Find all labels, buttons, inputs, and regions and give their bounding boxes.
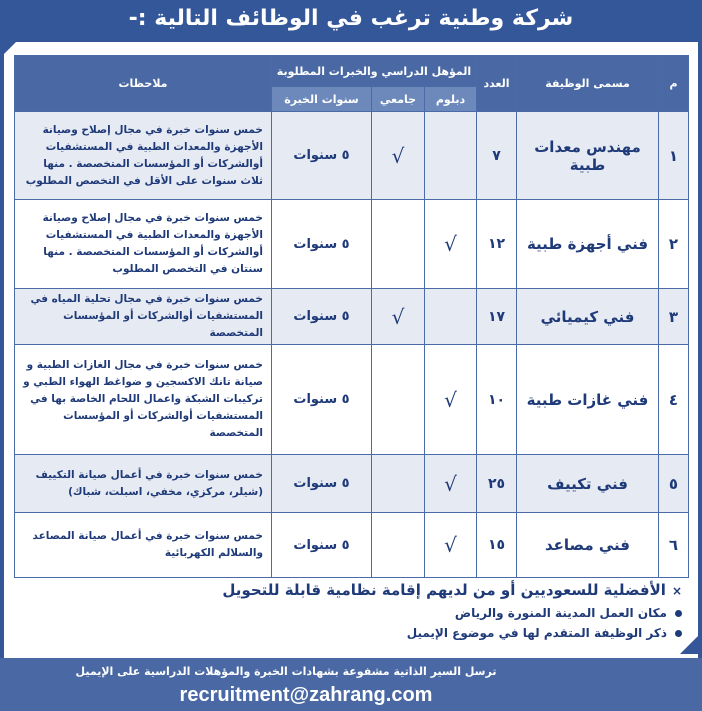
- row-notes: خمس سنوات خبرة في مجال الغازات الطبية و صيانة تانك الاكسجين و ضواغط الهواء الطبي و تركيبات الشبكة واعمال اللحام الخاصة بها في المستشفيات أوالشركات أو المؤسسات المتخصصة: [15, 345, 272, 455]
- right-border: [698, 0, 702, 711]
- footer-instruction: ترسل السير الذاتية مشفوعة بشهادات الخبرة والمؤهلات الدراسية على الإيميل: [75, 665, 497, 678]
- header-university: جامعي: [372, 87, 425, 112]
- preference-note-text: الأفضلية للسعوديين أو من لديهم إقامة نظامية قابلة للتحويل: [222, 581, 666, 599]
- bullet-icon: [675, 610, 682, 617]
- row-notes: خمس سنوات خبرة في أعمال صيانة التكييف (شيلر، مركزي، مخفي، اسبلت، شباك): [15, 455, 272, 513]
- row-diploma-check: [425, 112, 477, 200]
- row-job-title: فني مصاعد: [517, 513, 659, 578]
- row-index: ١: [659, 112, 689, 200]
- row-years: ٥ سنوات: [272, 345, 372, 455]
- row-job-title: مهندس معدات طبية: [517, 112, 659, 200]
- row-count: ٢٥: [477, 455, 517, 513]
- note-item-text: مكان العمل المدينة المنورة والرياض: [454, 606, 667, 620]
- row-job-title: فني كيميائي: [517, 289, 659, 345]
- conditions-notes: [82, 578, 682, 643]
- row-years: ٥ سنوات: [272, 513, 372, 578]
- row-notes: خمس سنوات خبرة في مجال إصلاح وصيانة الأجهزة والمعدات الطبية في المستشفيات أوالشركات أو المؤسسات المتخصصة . منها ثلاث سنوات على الأقل في التخصص المطلوب: [15, 112, 272, 200]
- row-index: ٤: [659, 345, 689, 455]
- row-notes: خمس سنوات خبرة في مجال تحلية المياه في المستشفيات أوالشركات أو المؤسسات المتخصصة: [15, 289, 272, 345]
- row-university-check: √: [372, 112, 425, 200]
- row-notes: خمس سنوات خبرة في مجال إصلاح وصيانة الأجهزة والمعدات الطبية في المستشفيات أوالشركات أو المؤسسات المتخصصة . منها سنتان في التخصص المطلوب: [15, 200, 272, 289]
- corner-decoration-bottom-right: [680, 632, 702, 654]
- row-years: ٥ سنوات: [272, 289, 372, 345]
- bullet-icon: [675, 630, 682, 637]
- row-job-title: فني أجهزة طبية: [517, 200, 659, 289]
- row-count: ١٢: [477, 200, 517, 289]
- header-index: م: [659, 56, 689, 112]
- header-notes: ملاحظات: [15, 56, 272, 112]
- row-diploma-check: √: [425, 345, 477, 455]
- cross-marker-icon: ×: [671, 584, 682, 598]
- row-years: ٥ سنوات: [272, 112, 372, 200]
- header-job-title: مسمى الوظيفة: [517, 56, 659, 112]
- contact-email-link[interactable]: recruitment@zahrang.com: [179, 684, 433, 706]
- row-university-check: [372, 513, 425, 578]
- row-index: ٥: [659, 455, 689, 513]
- header-count: العدد: [477, 56, 517, 112]
- table-row: [15, 345, 689, 455]
- row-university-check: √: [372, 289, 425, 345]
- header-diploma: دبلوم: [425, 87, 477, 112]
- left-border: [0, 0, 4, 711]
- row-years: ٥ سنوات: [272, 200, 372, 289]
- header-years: سنوات الخبرة: [272, 87, 372, 112]
- table-row: [15, 289, 689, 345]
- row-index: ٦: [659, 513, 689, 578]
- row-index: ٢: [659, 200, 689, 289]
- row-years: ٥ سنوات: [272, 455, 372, 513]
- table-row: [15, 513, 689, 578]
- note-item-text: ذكر الوظيفة المتقدم لها في موضوع الإيميل: [406, 626, 667, 640]
- note-item-email-subject: [82, 623, 682, 643]
- row-university-check: [372, 200, 425, 289]
- page-title: شركة وطنية ترغب في الوظائف التالية :-: [128, 6, 574, 31]
- note-item-location: [82, 603, 682, 623]
- table-row: [15, 200, 689, 289]
- row-job-title: فني تكييف: [517, 455, 659, 513]
- footer-banner: [0, 658, 702, 711]
- row-university-check: [372, 455, 425, 513]
- row-diploma-check: √: [425, 455, 477, 513]
- row-diploma-check: √: [425, 200, 477, 289]
- row-count: ٧: [477, 112, 517, 200]
- row-count: ١٧: [477, 289, 517, 345]
- row-notes: خمس سنوات خبرة في أعمال صيانة المصاعد والسلالم الكهربائية: [15, 513, 272, 578]
- row-count: ١٠: [477, 345, 517, 455]
- header-qualification-group: المؤهل الدراسي والخبرات المطلوبة: [272, 56, 477, 87]
- row-university-check: [372, 345, 425, 455]
- jobs-table: [14, 55, 689, 578]
- row-job-title: فني غازات طبية: [517, 345, 659, 455]
- row-diploma-check: √: [425, 513, 477, 578]
- row-index: ٣: [659, 289, 689, 345]
- row-diploma-check: [425, 289, 477, 345]
- row-count: ١٥: [477, 513, 517, 578]
- table-row: [15, 455, 689, 513]
- table-row: [15, 112, 689, 200]
- preference-note: [82, 578, 682, 603]
